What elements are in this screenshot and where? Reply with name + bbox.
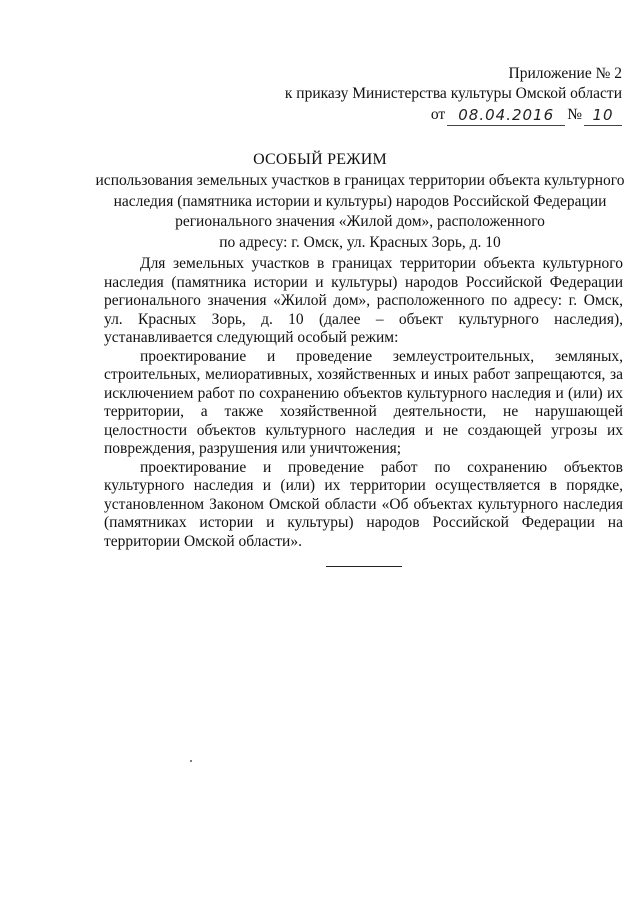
handwritten-date: 08.04.2016 (447, 105, 565, 126)
subtitle-line: по адресу: г. Омск, ул. Красных Зорь, д. 10 (219, 233, 501, 251)
appendix-number: Приложение № 2 (508, 65, 622, 82)
subtitle-line: регионального значения «Жилой дом», расположенного (175, 213, 545, 230)
order-date-line (285, 104, 622, 125)
body-paragraph: Для земельных участков в границах территории объекта культурного наследия (памятника истории и культуры) народов Российской Федерации регионального значения «Жилой дом», расположенного по адресу: г. Омск, ул. Красных Зорь, д. 10 (далее – объект культурного наследия), устанавливается следующий особый режим: (104, 255, 623, 346)
date-prefix: от (430, 106, 446, 123)
subtitle-line: использования земельных участков в границах территории объекта культурного (95, 172, 625, 189)
number-sign: № (567, 106, 582, 123)
document-title: ОСОБЫЙ РЕЖИМ (253, 151, 387, 168)
document-subtitle (90, 171, 630, 253)
body-paragraph: проектирование и проведение работ по сохранению объектов культурного наследия и (или) их территории осуществляется в порядке, установленном Законом Омской области «Об объектах культурного наследия (памятниках истории и культуры) народов Российской Федерации на территории Омской области». (104, 458, 623, 550)
scan-dot-mark (190, 760, 192, 762)
appendix-header (285, 64, 622, 125)
end-divider-line (326, 566, 402, 567)
body-paragraph: проектирование и проведение землеустроительных, земляных, строительных, мелиоративных, хозяйственных и иных работ запрещаются, за исключением работ по сохранению объектов культурного наследия и (или) их территории, а также хозяйственной деятельности, не нарушающей целостности объектов культурного наследия и не создающей угрозы их повреждения, разрушения или уничтожения; (104, 347, 623, 457)
order-reference: к приказу Министерства культуры Омской области (284, 85, 622, 102)
document-body (104, 255, 623, 551)
handwritten-order-number: 10 (584, 105, 622, 126)
subtitle-line: наследия (памятника истории и культуры) народов Российской Федерации (113, 192, 607, 210)
